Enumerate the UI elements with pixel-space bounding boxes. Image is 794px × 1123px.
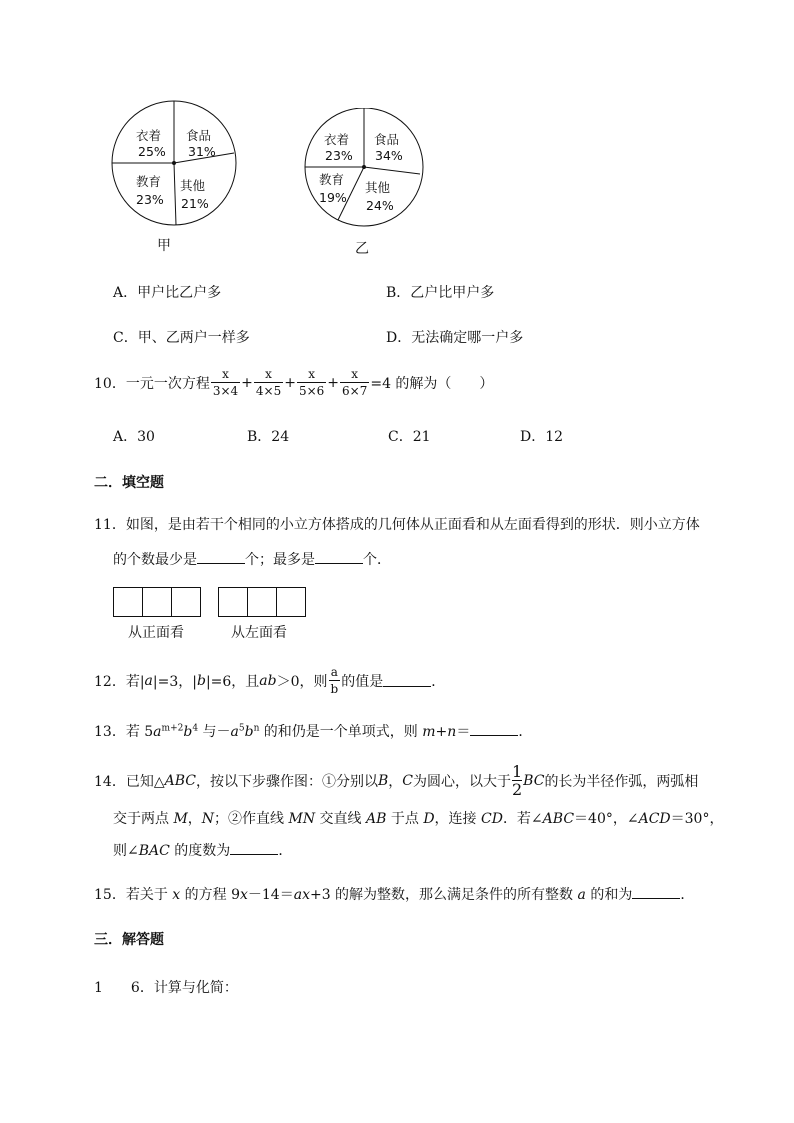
slice-label: 衣着 — [324, 132, 350, 147]
section-heading: 三．解答题 — [94, 932, 164, 948]
slice-label: 其他 — [180, 178, 206, 193]
plus-sign: + — [327, 374, 340, 391]
plus-sign: + — [241, 374, 253, 391]
answer-blank — [383, 674, 431, 687]
slice-label: 教育 — [136, 174, 162, 189]
q15-stem: 15．若关于 x 的方程 9x－14＝ax+3 的解为整数，那么满足条件的所有整数 a 的和为 ． — [94, 887, 695, 903]
q10-suffix: =4 的解为（ ） — [370, 375, 494, 392]
slice-label: 食品 — [374, 132, 400, 147]
slice-value: 34% — [375, 148, 403, 163]
fraction: $\frac{a}{b}$ — [330, 665, 339, 696]
front-view-label: 从正面看 — [128, 625, 184, 641]
q14-line2: 交于两点 M，N；②作直线 MN 交直线 AB 于点 D，连接 CD．若∠ABC＝40°，∠ACD＝30°， — [113, 811, 724, 827]
q10-option-c: C．21 — [388, 429, 431, 445]
fraction: $\frac{x}{6\times 7}$ — [342, 367, 368, 398]
q14-line1: 14．已知△ ABC ，按以下步骤作图：①分别以 B ， C 为圆心，以大于 1 2 BC 的长为半径作弧，两弧相 — [94, 762, 699, 799]
pie-caption-jia: 甲 — [157, 238, 171, 254]
slice-value: 23% — [325, 148, 353, 163]
cube-square — [142, 587, 172, 617]
left-view-label: 从左面看 — [231, 625, 287, 641]
q9-option-a: A．甲户比乙户多 — [113, 285, 222, 301]
q11-line1: 11．如图，是由若干个相同的小立方体搭成的几何体从正面看和从左面看得到的形状．则小立方体 — [94, 517, 700, 533]
slice-value: 31% — [188, 144, 216, 159]
q12-stem: 12．若| a |=3，| b |=6，且 ab ＞0，则 $\frac{a}{b}$ 的值是 ． — [94, 665, 446, 696]
section-heading: 二．填空题 — [94, 475, 164, 491]
q9-option-b: B．乙户比甲户多 — [386, 285, 495, 301]
cube-square — [247, 587, 277, 617]
answer-blank — [230, 842, 278, 855]
pie-center — [172, 161, 176, 165]
q9-option-c: C．甲、乙两户一样多 — [113, 330, 250, 346]
q10-option-d: D．12 — [520, 429, 564, 445]
pie-center — [362, 165, 366, 169]
pie-chart-yi — [302, 108, 426, 230]
pie-caption-yi: 乙 — [355, 241, 369, 257]
fraction: $\frac{x}{4\times 5}$ — [255, 367, 282, 398]
slice-value: 19% — [319, 190, 347, 205]
q13-stem: 13．若 $5a^{m+2}b^4$ 与$-a^5b^n$ 的和仍是一个单项式，则 m+n＝ ． — [94, 723, 533, 740]
q9-option-d: D．无法确定哪一户多 — [386, 330, 524, 346]
cube-square — [171, 587, 201, 617]
slice-value: 23% — [136, 192, 164, 207]
left-view-diagram — [219, 587, 306, 617]
answer-blank — [632, 886, 680, 899]
q10-stem — [94, 368, 493, 397]
slice-label: 其他 — [365, 180, 391, 195]
slice-label: 教育 — [319, 172, 345, 187]
fraction: 1 2 — [511, 762, 523, 799]
cube-square — [276, 587, 306, 617]
q10-option-a: A．30 — [113, 429, 155, 445]
slice-label: 食品 — [186, 128, 212, 143]
slice-value: 24% — [366, 198, 394, 213]
q10-prefix: 10．一元一次方程 — [94, 375, 210, 392]
q14-line3: 则∠BAC 的度数为 ． — [113, 843, 293, 859]
answer-blank — [470, 723, 518, 736]
q10-option-b: B．24 — [247, 429, 290, 445]
fraction: $\frac{x}{3\times 4}$ — [212, 367, 239, 398]
cube-square — [218, 587, 248, 617]
answer-blank — [197, 551, 245, 564]
q11-line2: 的个数最少是 个；最多是 个． — [113, 552, 391, 568]
slice-label: 衣着 — [136, 128, 162, 143]
front-view-diagram — [114, 587, 201, 617]
pie-chart-jia — [110, 98, 240, 228]
plus-sign: + — [284, 374, 296, 391]
slice-value: 25% — [138, 144, 166, 159]
q16-stem: 1 6．计算与化简： — [94, 980, 238, 996]
fraction: $\frac{x}{5\times 6}$ — [298, 367, 325, 398]
answer-blank — [315, 551, 363, 564]
slice-value: 21% — [181, 196, 209, 211]
cube-square — [113, 587, 143, 617]
